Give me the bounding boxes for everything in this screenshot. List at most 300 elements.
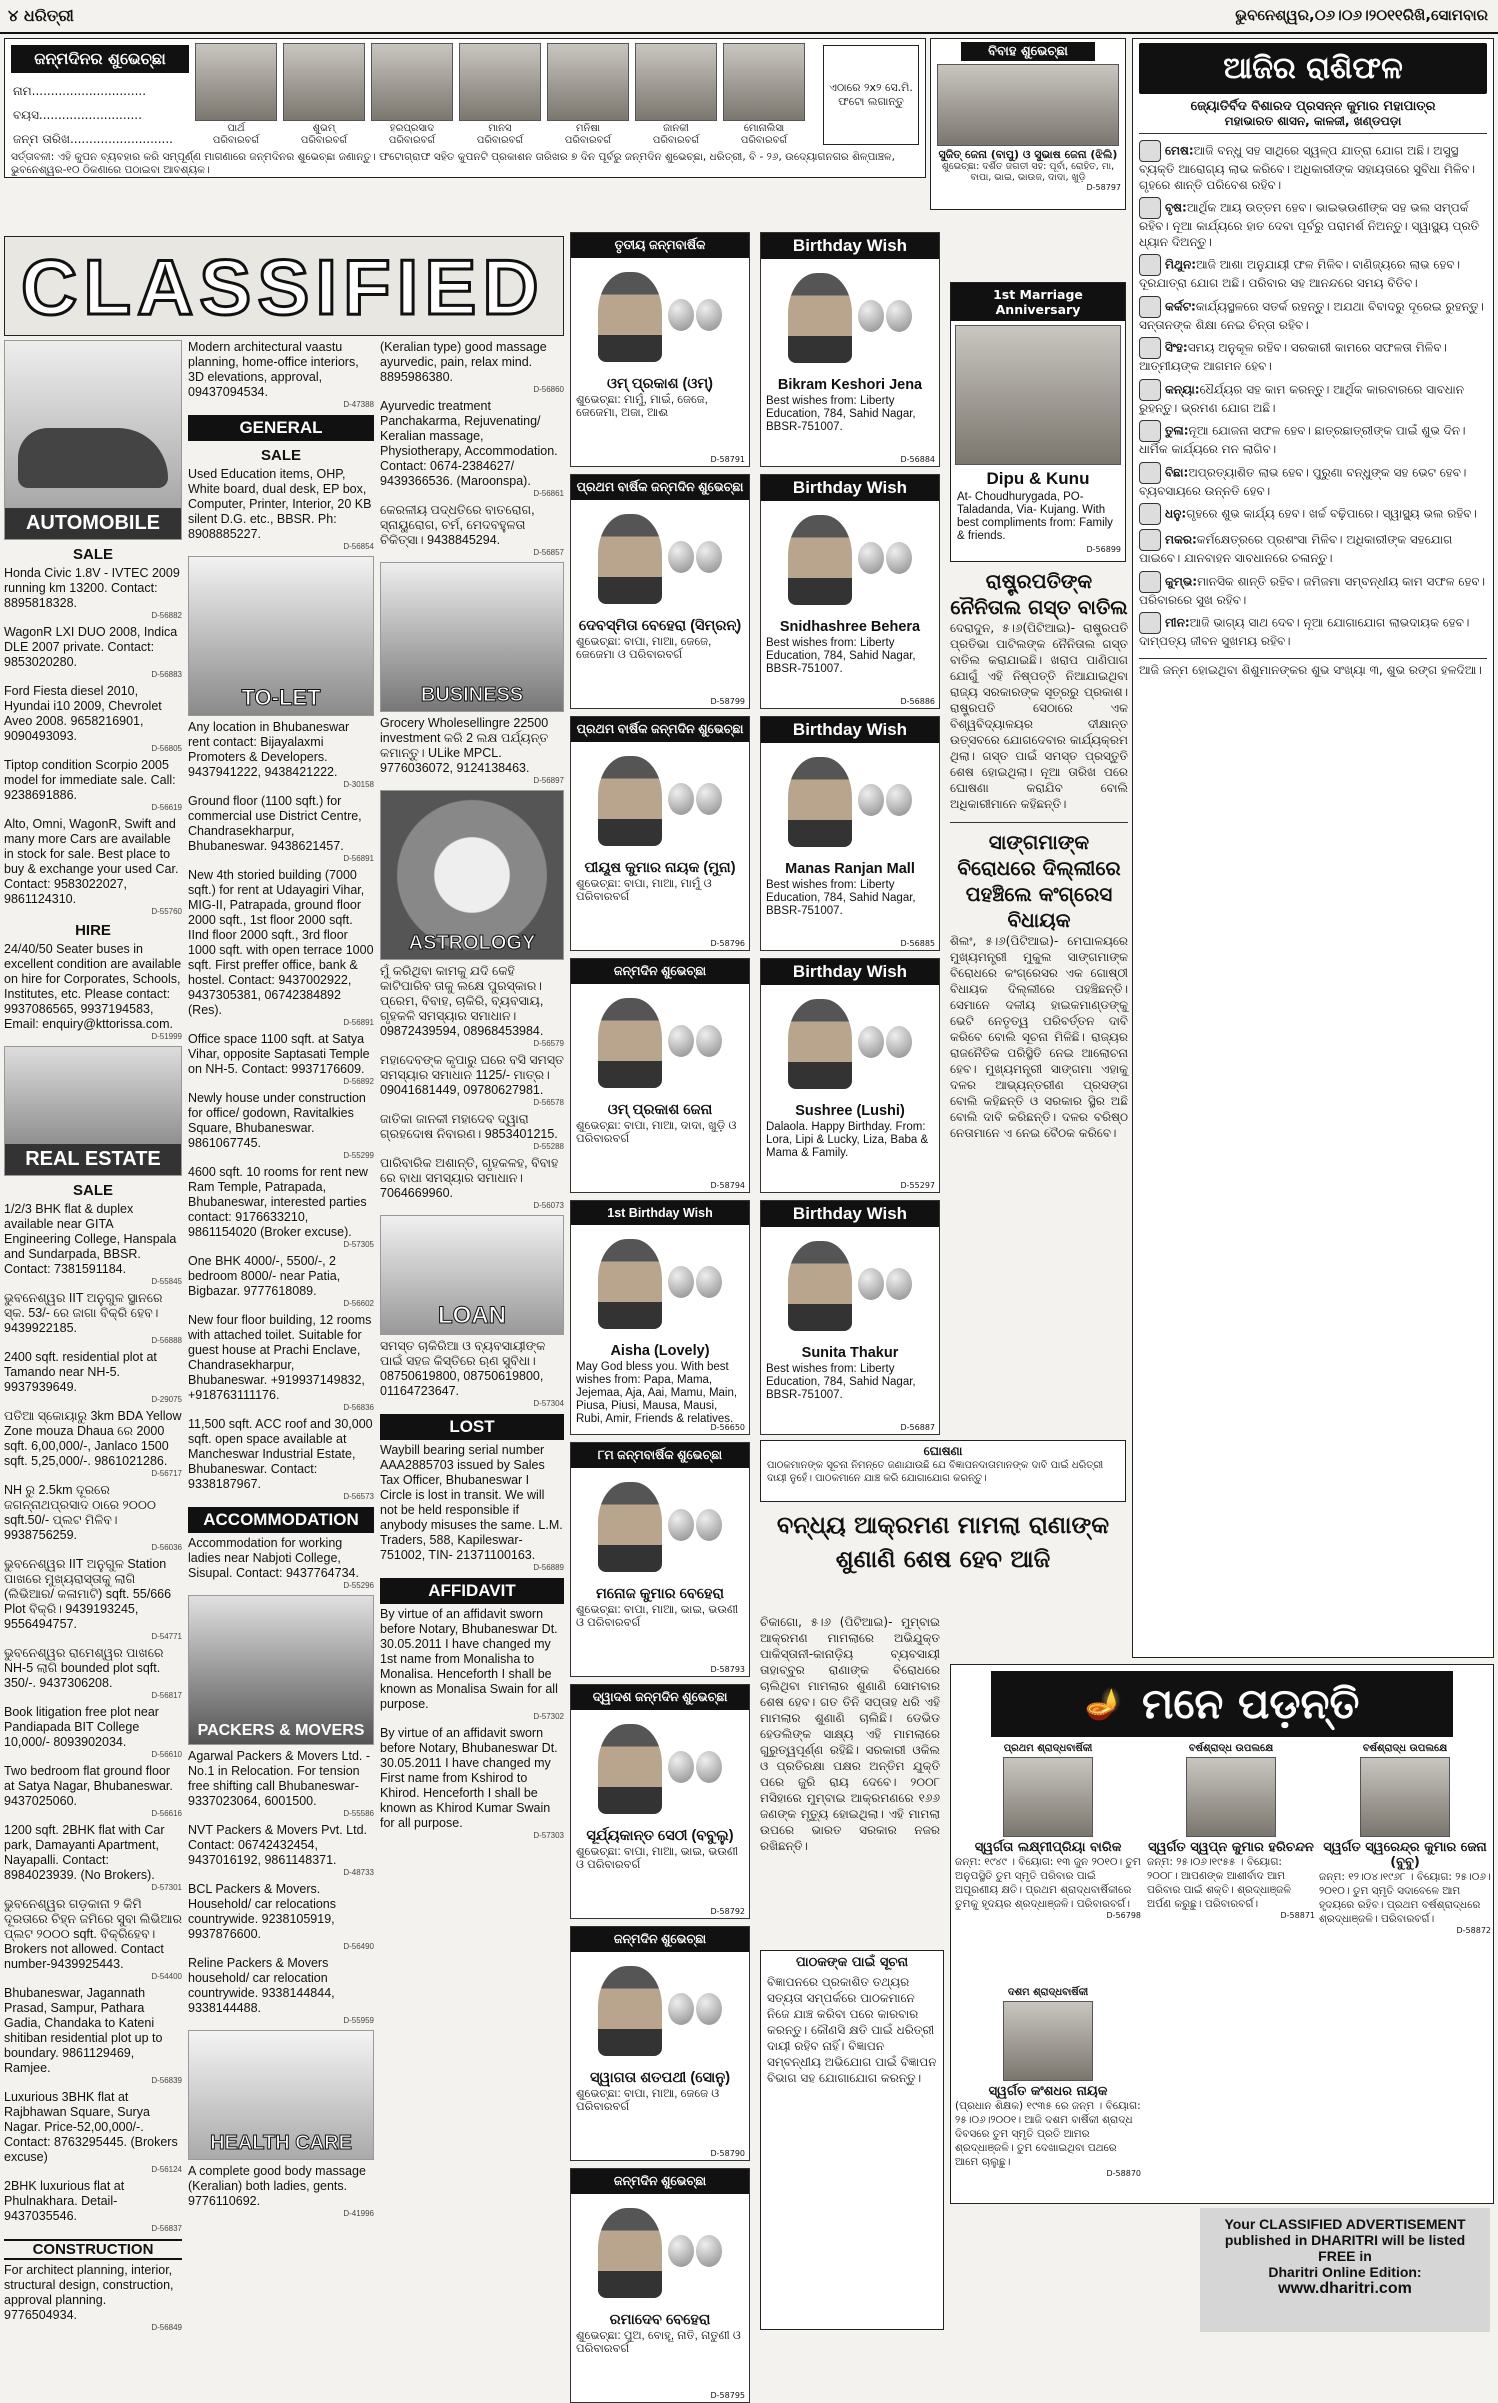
wish-photo — [788, 1241, 852, 1331]
balloon-icon — [696, 299, 722, 331]
ad-code: D-56717 — [151, 1469, 182, 1478]
ad-code: D-55299 — [343, 1151, 374, 1160]
reader-notice-title: ପାଠକଙ୍କ ପାଇଁ ସୂଚନା — [795, 1955, 909, 1970]
notice-text: ପାଠକମାନଙ୍କ ସୂଚନା ନିମନ୍ତେ ଜଣାଯାଉଛି ଯେ ବିଜ୍ଞାପନଦାତାମାନଙ୍କ ଦାବି ପାଇଁ ଧରିତ୍ରୀ ଦାୟୀ ନୁହେଁ। ପାଠକମାନେ ଯାଞ୍ଚ କରି ଯୋଗାଯୋଗ କରନ୍ତୁ। — [767, 1460, 1104, 1484]
classified-ad — [188, 868, 374, 1027]
automobile-ads — [4, 566, 182, 916]
horoscope-sign-name: ବୃଷ: — [1165, 200, 1187, 215]
balloons-icon — [858, 1268, 912, 1304]
obituary-name: ସ୍ୱର୍ଗତ କଂଶଧର ନାୟକ — [988, 2084, 1108, 2099]
wish-title: Birthday Wish — [761, 717, 939, 743]
classified-ad — [380, 1112, 564, 1151]
real-estate-banner — [4, 1046, 182, 1176]
ad-code: D-56854 — [343, 542, 374, 551]
obituary-label: ବର୍ଷଶ୍ରାଦ୍ଧ ଉପଲକ୍ଷେ — [1362, 1743, 1448, 1754]
balloon-icon — [668, 541, 694, 573]
balloon-icon — [696, 1993, 722, 2025]
wish-code: D-58795 — [710, 2391, 745, 2400]
coupon-person-name: ଶୁଭମ୍ — [312, 123, 336, 134]
balloon-icon — [858, 1026, 884, 1058]
balloon-icon — [668, 783, 694, 815]
wish-code: D-58794 — [710, 1181, 745, 1190]
coupon-age-field[interactable]: ବୟସ........................... — [13, 108, 142, 122]
real-estate-ads — [4, 1202, 182, 2233]
classified-column-3 — [380, 340, 564, 2335]
classified-ad — [4, 1823, 182, 1892]
balloon-icon — [886, 542, 912, 574]
balloons-icon — [668, 2235, 722, 2271]
coupon-person — [459, 43, 541, 151]
zodiac-icon — [1139, 140, 1161, 162]
classified-title: CLASSIFIED — [21, 243, 545, 331]
general-ads — [188, 467, 374, 551]
ad-text: 2400 sqft. residential plot at Tamando near NH-5. 9937939649. — [4, 1350, 157, 1394]
wish-name: Bikram Keshori Jena — [777, 377, 923, 393]
wish-photo — [788, 515, 852, 605]
classified-ad — [4, 1986, 182, 2085]
wish-message: ଶୁଭେଚ୍ଛା: ପୁଅ, ବୋହୂ, ନାତି, ନାତୁଣୀ ଓ ପରିବାରବର୍ଗ — [576, 2330, 741, 2355]
ad-text: (Keralian type) good massage ayurvedic, pain, relax mind. 8895986380. — [380, 340, 547, 384]
ad-code: D-56849 — [151, 2323, 182, 2332]
ad-code: D-56490 — [343, 1942, 374, 1951]
wish-code: D-56885 — [900, 939, 935, 948]
balloon-icon — [696, 1025, 722, 1057]
horoscope-sign-text: କାର୍ଯ୍ୟସ୍ଥଳରେ ସତର୍କ ରହନ୍ତୁ। ଅଯଥା ବିବାଦରୁ ଦୂରେଇ ରୁହନ୍ତୁ। ସନ୍ତାନଙ୍କ ଶିକ୍ଷା ନେଇ ଚିନ୍ତା ରହିବ। — [1139, 299, 1484, 332]
coupon-person — [195, 43, 277, 151]
classified-ad — [188, 1417, 374, 1501]
horoscope-sign-name: ମେଷ: — [1165, 143, 1194, 158]
balloons-icon — [668, 1509, 722, 1545]
zodiac-icon — [1139, 529, 1161, 551]
wedding-photo — [937, 64, 1119, 146]
ad-text: Reline Packers & Movers household/ car relocation countrywide. 9338144844, 9338144488. — [188, 1956, 335, 2015]
wish-name: ସ୍ୱାଗତା ଶତପଥୀ (ସୋନୁ) — [589, 2070, 731, 2086]
obituary-code: D-58872 — [1456, 1926, 1491, 1935]
ad-text: 4600 sqft. 10 rooms for rent new Ram Temple, Patrapada, Bhubaneswar, interested parties contact: 9176633210, 9861154020 (Broker excuse). — [188, 1165, 368, 1239]
classified-ad — [4, 817, 182, 916]
news-body-2: ଶିଲଂ, ୫।୬(ପିଟିଆଇ)- ମେଘାଳୟରେ ମୁଖ୍ୟମନ୍ତ୍ରୀ ମୁକୁଲ ସାଙ୍ଗମାଙ୍କ ବିରୋଧରେ କଂଗ୍ରେସର ଏକ ଗୋଷ୍ଠୀ ବିଧାୟକ ଦିଲ୍ଲୀରେ ପହଞ୍ଚିଛନ୍ତି। ସେମାନେ ଦଳୀୟ ହାଇକମାଣ୍ଡଙ୍କୁ ଭେଟି ନେତୃତ୍ୱ ପରିବର୍ତ୍ତନ ଦାବି କରିବେ ବୋଲି ସୂଚନା ମିଳିଛି। ରାଜ୍ୟର ରାଜନୈତିକ ପରିସ୍ଥିତି ନେଇ ଆଲୋଚନା ହେବ। ମୁଖ୍ୟମନ୍ତ୍ରୀ ସାଙ୍ଗମା ଏହାକୁ ଦଳର ଆଭ୍ୟନ୍ତରୀଣ ପ୍ରସଙ୍ଗ ବୋଲି କହିଛନ୍ତି ଓ ସରକାର ସ୍ଥିର ଅଛି ବୋଲି ଦାବି କରିଛନ୍ତି। ଦଳର ବରିଷ୍ଠ ନେତାମାନେ ଏ ନେଇ ବୈଠକ କରିବେ। — [950, 934, 1128, 1140]
wish-card — [570, 1926, 750, 2161]
page-number: ୪ ଧରିତ୍ରୀ — [8, 6, 74, 25]
horoscope-sign-name: ତୁଳା: — [1165, 423, 1189, 438]
packers-banner — [188, 1595, 374, 1745]
ad-code: D-55288 — [533, 1142, 564, 1151]
wish-message: ଶୁଭେଚ୍ଛା: ବାପା, ମାଆ, ଭାଇ, ଭଉଣୀ ଓ ପରିବାରବର୍ଗ — [576, 1604, 739, 1629]
horoscope-sign-text: ଆର୍ଥିକ ଆୟ ଉତ୍ତମ ହେବ। ଭାଇଭଉଣୀଙ୍କ ସହ ଭଲ ସମ୍ପର୍କ ରହିବ। ନୂଆ କାର୍ଯ୍ୟରେ ହାତ ଦେବା ପୂର୍ବରୁ ପରାମର୍ଶ ନିଅନ୍ତୁ। ସ୍ୱାସ୍ଥ୍ୟ ପ୍ରତି ଧ୍ୟାନ ଦିଅନ୍ତୁ। — [1139, 200, 1480, 249]
horoscope-sign-text: ଧୈର୍ଯ୍ୟର ସହ କାମ କରନ୍ତୁ। ଆର୍ଥିକ କାରବାରରେ ସାବଧାନ ରୁହନ୍ତୁ। ଭ୍ରମଣ ଯୋଗ ଅଛି। — [1139, 382, 1465, 415]
wish-photo-area — [761, 259, 939, 377]
news-headline-2: ସାଙ୍ଗମାଙ୍କ ବିରୋଧରେ ଦିଲ୍ଲୀରେ ପହଞ୍ଚିଲେ କଂଗ୍ରେସ ବିଧାୟକ — [957, 830, 1121, 932]
wish-code: D-58793 — [710, 1665, 745, 1674]
notice-title: ଘୋଷଣା — [923, 1444, 963, 1458]
balloon-icon — [696, 1509, 722, 1541]
coupon-person-photo — [635, 43, 717, 121]
coupon-person-sub: ପରିବାରବର୍ଗ — [564, 135, 612, 146]
ad-text: One BHK 4000/-, 5500/-, 2 bedroom 8000/- near Patia, Bigbazar. 9777618089. — [188, 1254, 341, 1298]
business-ads — [380, 716, 564, 785]
wish-name: Snidhashree Behera — [779, 619, 921, 635]
lost-heading: LOST — [380, 1414, 564, 1440]
zodiac-icon — [1139, 379, 1161, 401]
to-let-label: TO-LET — [241, 685, 321, 710]
obituary-code: D-58871 — [1280, 1911, 1315, 1920]
wish-card — [760, 474, 940, 709]
horoscope-sign — [1139, 140, 1487, 193]
ad-code: D-54400 — [151, 1972, 182, 1981]
dateline: ଭୁବନେଶ୍ୱର,୦୬।୦୬।୨୦୧୧ରିଖି,ସୋମବାର — [1235, 6, 1488, 24]
wish-name: ରମାଦେବ ବେହେରା — [609, 2312, 711, 2328]
ad-text: BCL Packers & Movers. Household/ car relocations countrywide. 9238105919, 9937876600. — [188, 1882, 336, 1941]
horoscope-sign — [1139, 462, 1487, 500]
ad-text: Two bedroom flat ground floor at Satya Nagar, Bhubaneswar. 9437025060. — [4, 1764, 173, 1808]
business-banner — [380, 562, 564, 712]
ad-text: Any location in Bhubaneswar rent contact: Bijayalaxmi Promoters & Developers. 9437941222, 9438421222. — [188, 720, 350, 779]
ad-text: By virtue of an affidavit sworn before Notary, Bhubaneswar Dt. 30.05.2011 I have changed my First name from Kshirod to Khirod. Henceforth I shall be known as Khirod Kumar Swain for all purpose. — [380, 1726, 558, 1830]
balloon-icon — [886, 784, 912, 816]
obituary-label: ପ୍ରଥମ ଶ୍ରାଦ୍ଧବାର୍ଷିକୀ — [1003, 1743, 1093, 1754]
health-care-banner — [188, 2030, 374, 2160]
ad-code: D-56897 — [533, 776, 564, 785]
obituary-photo — [1186, 1757, 1276, 1837]
ad-code: D-55959 — [343, 2016, 374, 2025]
wedding-title: ବିବାହ ଶୁଭେଚ୍ଛା — [961, 42, 1095, 61]
horoscope-sign-name: ମିଥୁନ: — [1165, 257, 1197, 272]
balloon-icon — [696, 1751, 722, 1783]
wish-title: ତୃତୀୟ ଜନ୍ମବାର୍ଷିକ — [571, 233, 749, 258]
classified-ad — [4, 758, 182, 812]
obituary-name: ସ୍ୱର୍ଗତ ସ୍ୱରେନ୍ଦ୍ର କୁମାର ଜେନା (ବୁବୁ) — [1323, 1840, 1487, 1870]
wish-photo-area — [571, 742, 749, 860]
notice-box — [760, 1440, 1126, 1502]
page-header — [0, 0, 1498, 34]
wish-code: D-56886 — [900, 697, 935, 706]
ad-code: D-55760 — [151, 907, 182, 916]
news-body-1: ଦେରାଦୁନ, ୫।୬(ପିଟିଆଇ)- ରାଷ୍ଟ୍ରପତି ପ୍ରତିଭା ପାଟିଲଙ୍କ ନୈନିତାଲ ଗସ୍ତ ବାତିଲ କରାଯାଇଛି। ଖରାପ ପାଣିପାଗ ଯୋଗୁଁ ଏହି ନିଷ୍ପତ୍ତି ନିଆଯାଇଥିବା ରାଜ୍ୟ ସରକାରଙ୍କ ସୂତ୍ରରୁ ପ୍ରକାଶ। ରାଷ୍ଟ୍ରପତି ସେଠାରେ ଏକ ବିଶ୍ୱବିଦ୍ୟାଳୟର ଦୀକ୍ଷାନ୍ତ ଉତ୍ସବରେ ଯୋଗଦେବାର କାର୍ଯ୍ୟକ୍ରମ ଥିଲା। ଗସ୍ତ ପାଇଁ ସମସ୍ତ ପ୍ରସ୍ତୁତି ଶେଷ ହୋଇଥିଲା। ନୂଆ ତାରିଖ ପରେ ଘୋଷଣା କରାଯିବ ବୋଲି ଅଧିକାରୀମାନେ କହିଛନ୍ତି। — [950, 621, 1128, 811]
classified-ad — [4, 1483, 182, 1552]
wish-photo-area — [761, 501, 939, 619]
affidavit-heading: AFFIDAVIT — [380, 1578, 564, 1604]
wish-name: Aisha (Lovely) — [610, 1343, 710, 1359]
wish-message: Best wishes from: Liberty Education, 784, Sahid Nagar, BBSR-751007. — [766, 1363, 916, 1401]
wish-message: ଶୁଭେଚ୍ଛା: ବାପା, ମାଆ, ଭାଇ, ଭଉଣୀ ଓ ପରିବାରବର୍ଗ — [576, 1846, 739, 1871]
horoscope-sign — [1139, 296, 1487, 334]
balloons-icon — [668, 1993, 722, 2029]
ad-code: D-51999 — [151, 1032, 182, 1041]
wish-card — [570, 1442, 750, 1677]
horoscope-section — [1132, 38, 1494, 1658]
wish-card — [570, 1200, 750, 1435]
accommodation-ads — [188, 1536, 374, 1590]
wish-name: ଓମ୍ ପ୍ରକାଶ (ଓମ୍) — [606, 376, 714, 392]
wish-name: ଓମ୍ ପ୍ରକାଶ ଜେନା — [607, 1102, 713, 1118]
ad-text: 1/2/3 BHK flat & duplex available near GITA Engineering College, Hanspala and Sundarpada, BBSR. Contact: 7381591184. — [4, 1202, 177, 1276]
wish-message: Best wishes from: Liberty Education, 784, Sahid Nagar, BBSR-751007. — [766, 879, 916, 917]
business-label: BUSINESS — [420, 684, 524, 706]
ad-code: D-57301 — [151, 1883, 182, 1892]
horoscope-sign-text: ନୂଆ ଯୋଜନା ସଫଳ ହେବ। ଛାତ୍ରଛାତ୍ରୀଙ୍କ ପାଇଁ ଶୁଭ ଦିନ। ଧାର୍ମିକ କାର୍ଯ୍ୟରେ ମନ ଲାଗିବ। — [1139, 423, 1466, 456]
obituary-code: D-56798 — [1106, 1911, 1141, 1920]
wish-name: ସୂର୍ଯ୍ୟକାନ୍ତ ସେଠୀ (ବବୁଲୁ) — [586, 1828, 734, 1844]
wish-title: ୮ମ ଜନ୍ମବାର୍ଷିକ ଶୁଭେଚ୍ଛା — [571, 1443, 749, 1468]
classified-masthead — [4, 236, 564, 336]
classified-ad — [188, 1165, 374, 1249]
balloon-icon — [668, 2235, 694, 2267]
automobile-label: AUTOMOBILE — [5, 508, 181, 539]
wish-photo — [598, 756, 662, 846]
promo-url[interactable]: www.dharitri.com — [1278, 2280, 1412, 2297]
horoscope-place: ମହାଭାରତ ଶାସନ, କାଳଜୀ, ଖଣ୍ଡପଡ଼ା — [1139, 114, 1487, 134]
coupon-person-photo — [459, 43, 541, 121]
ad-code: D-30158 — [343, 780, 374, 789]
health-care-ads — [188, 2164, 374, 2218]
balloon-icon — [858, 784, 884, 816]
classified-ad — [4, 1764, 182, 1818]
wish-code: D-56884 — [900, 455, 935, 464]
ad-code: D-56837 — [151, 2224, 182, 2233]
wish-photo-area — [571, 1952, 749, 2070]
wish-name: ପୀୟୂଷ କୁମାର ନାୟକ (ମୁନା) — [584, 860, 736, 876]
hire-ads — [4, 942, 182, 1041]
balloon-icon — [668, 1993, 694, 2025]
massage-ads — [380, 340, 564, 557]
ad-text: Modern architectural vaastu planning, home-office interiors, 3D elevations, approval, 09437094534. — [188, 340, 359, 399]
classified-column-1 — [4, 340, 182, 2335]
classified-ad — [4, 2179, 182, 2233]
ad-code: D-56602 — [343, 1299, 374, 1308]
wish-card — [570, 232, 750, 467]
horoscope-sign — [1139, 254, 1487, 292]
zodiac-icon — [1139, 254, 1161, 276]
ad-text: ଭୁବନେଶ୍ୱର IIT ଅନୁଗୁଳ ସ୍ଥାନରେ ସ୍କ. 53/- ରେ ଜାଗା ବିକ୍ରି ହେବ। 9439922185. — [4, 1291, 163, 1335]
ad-text: ଭୁବନେଶ୍ୱର IIT ଅନୁଗୁଳ Station ପାଖରେ ମୁଖ୍ୟରାସ୍ତାକୁ ଲାଗି (ଲିଭିଆର/ କଳାମାଟି) sqft. 55/666 Plot ବିକ୍ରି। 9439193245, 9556494757. — [4, 1557, 172, 1631]
wish-message: ଶୁଭେଚ୍ଛା: ବାପା, ମାଆ, ଜେଜେ ଓ ପରିବାରବର୍ଗ — [576, 2088, 720, 2113]
classified-ad — [380, 1053, 564, 1107]
classified-ad — [188, 1313, 374, 1412]
ad-code: D-56817 — [151, 1691, 182, 1700]
wish-card — [570, 1684, 750, 1919]
horoscope-sign — [1139, 529, 1487, 567]
balloons-icon — [858, 300, 912, 336]
ad-text: New four floor building, 12 rooms with attached toilet. Suitable for guest house at Prachi Enclave, Chandrasekharpur, Bhubaneswar. +919937149832, +918763111176. — [188, 1313, 372, 1402]
obituary-card — [955, 1987, 1141, 2227]
horoscope-sign — [1139, 197, 1487, 250]
classified-ad — [188, 1882, 374, 1951]
ad-code: D-56579 — [533, 1039, 564, 1048]
coupon-person — [723, 43, 805, 151]
reader-notice — [760, 1950, 944, 2330]
horoscope-sign-name: କୁମ୍ଭ: — [1165, 574, 1198, 588]
affidavit-ads — [380, 1607, 564, 1840]
wish-photo — [598, 998, 662, 1088]
ad-text: ଭୁବନେଶ୍ୱର ରାମେଶ୍ୱର ପାଖରେ NH-5 ଲାଗି bounded plot sqft. 350/-. 9437306208. — [4, 1646, 164, 1690]
coupon-person — [635, 43, 717, 151]
construction-heading: CONSTRUCTION — [4, 2239, 182, 2260]
promo-line-3: FREE in — [1318, 2248, 1372, 2264]
horoscope-sign — [1139, 571, 1487, 609]
ad-text: ସମସ୍ତ ଚାକିରିଆ ଓ ବ୍ୟବସାୟୀଙ୍କ ପାଇଁ ସହଜ କିସ୍ତିରେ ଋଣ ସୁବିଧା। 08750619800, 08750619800, 01164723647. — [380, 1339, 546, 1398]
wish-name: Manas Ranjan Mall — [785, 861, 915, 877]
loan-label: LOAN — [438, 1302, 506, 1329]
balloon-icon — [668, 1751, 694, 1783]
ad-code: D-57303 — [533, 1831, 564, 1840]
anniversary-photo — [955, 325, 1121, 465]
loan-banner — [380, 1215, 564, 1335]
ad-code: D-56619 — [151, 803, 182, 812]
ad-code: D-56036 — [151, 1543, 182, 1552]
ad-code: D-55296 — [343, 1581, 374, 1590]
classified-column-2 — [188, 340, 374, 2335]
wish-message: ଶୁଭେଚ୍ଛା: ବାପା, ମାଆ, ଦାଦା, ଖୁଡ଼ି ଓ ପରିବାରବର୍ଗ — [576, 1120, 737, 1145]
wish-photo-area — [761, 985, 939, 1103]
wish-photo-area — [571, 500, 749, 618]
obituary-photo — [1360, 1757, 1450, 1837]
real-estate-label: REAL ESTATE — [5, 1144, 181, 1175]
classified-ad — [188, 794, 374, 863]
ad-text: Accommodation for working ladies near Nabjoti College, Sisupal. Contact: 9437764734. — [188, 1536, 359, 1580]
coupon-dob-field[interactable]: ଜନ୍ମ ତାରିଖ........................... — [13, 132, 173, 146]
coupon-name-field[interactable]: ନାମ.............................. — [13, 84, 147, 98]
wish-name: ଦେବସ୍ମିତା ବେହେରା (ସିମ୍ରନ୍) — [578, 618, 742, 634]
car-icon — [18, 428, 168, 488]
obituary-title-text: ମନେ ପଡ଼ନ୍ତି — [1141, 1679, 1360, 1728]
ad-code: D-56861 — [533, 489, 564, 498]
horoscope-author: ଜ୍ୟୋତିର୍ବିଦ ବିଶାରଦ ପ୍ରସନ୍ନ କୁମାର ମହାପାତ୍ର — [1190, 99, 1436, 114]
wish-title: ଦ୍ୱାଦଶ ଜନ୍ମଦିନ ଶୁଭେଚ୍ଛା — [571, 1685, 749, 1710]
architect-ads — [188, 340, 374, 409]
wish-title: ଜନ୍ମଦିନ ଶୁଭେଚ୍ଛା — [571, 1927, 749, 1952]
photo-placeholder-text: ଏଠାରେ ୨x୨ ସେ.ମି. ଫଟୋ ଲଗାନ୍ତୁ — [829, 81, 913, 108]
general-heading: GENERAL — [188, 415, 374, 441]
horoscope-sign-text: ମାନସିକ ଶାନ୍ତି ରହିବ। ଜମିଜମା ସମ୍ବନ୍ଧୀୟ କାମ ସଫଳ ହେବ। ପରିବାରରେ ସୁଖ ରହିବ। — [1139, 574, 1485, 607]
zodiac-icon — [1139, 197, 1161, 219]
coupon-title: ଜନ୍ମଦିନର ଶୁଭେଚ୍ଛା — [11, 45, 189, 73]
wish-name: Sunita Thakur — [801, 1345, 899, 1361]
ad-text: 1200 sqft. 2BHK flat with Car park, Damayanti Apartment, Nayapalli. Contact: 8984023939. (No Brokers). — [4, 1823, 165, 1882]
balloons-icon — [668, 299, 722, 335]
accommodation-heading: ACCOMMODATION — [188, 1507, 374, 1533]
classified-ad — [4, 1350, 182, 1404]
obituary-name: ସ୍ୱର୍ଗତା ଲକ୍ଷ୍ମୀପ୍ରିୟା ବାରିକ — [974, 1840, 1122, 1855]
classified-ad — [380, 503, 564, 557]
obituary-card — [1319, 1743, 1491, 1983]
classified-ad — [188, 1956, 374, 2025]
ad-code: D-56073 — [533, 1201, 564, 1210]
wish-title: Birthday Wish — [761, 233, 939, 259]
wish-card — [760, 958, 940, 1193]
zodiac-icon — [1139, 612, 1161, 634]
balloon-icon — [668, 1509, 694, 1541]
classified-ad — [4, 1557, 182, 1641]
wish-title: ଜନ୍ମଦିନ ଶୁଭେଚ୍ଛା — [571, 959, 749, 984]
wish-photo-area — [571, 1225, 749, 1343]
classified-ad — [4, 1897, 182, 1981]
wish-photo-area — [571, 258, 749, 376]
ad-text: 11,500 sqft. ACC roof and 30,000 sqft. open space available at Mancheswar Industrial Estate, Bhubaneswar. Contact: 9338187967. — [188, 1417, 373, 1491]
wish-message: ଶୁଭେଚ୍ଛା: ବାପା, ମାଆ, ମାମୁଁ ଓ ପରିବାରବର୍ଗ — [576, 878, 712, 903]
classified-ad — [4, 1291, 182, 1345]
anniversary-name: Dipu & Kunu — [986, 469, 1090, 488]
balloons-icon — [858, 542, 912, 578]
anniversary-code: D-56899 — [1086, 545, 1121, 554]
obituary-list — [951, 1737, 1493, 2197]
ad-code: D-29075 — [151, 1395, 182, 1404]
lost-ads — [380, 1443, 564, 1572]
ad-code: D-56573 — [343, 1492, 374, 1501]
ad-code: D-56836 — [343, 1403, 374, 1412]
packers-ads — [188, 1749, 374, 2025]
wish-code: D-55297 — [900, 1181, 935, 1190]
classified-ad — [4, 2263, 182, 2332]
news-item-1 — [950, 568, 1128, 812]
ad-text: Newly house under construction for office/ godown, Ravitalkies Square, Bhubaneswar. 9861067745. — [188, 1091, 366, 1150]
hire-heading: HIRE — [75, 922, 111, 939]
wish-title: ପ୍ରଥମ ବାର୍ଷିକ ଜନ୍ମଦିନ ଶୁଭେଚ୍ଛା — [571, 717, 749, 742]
ad-text: Bhubaneswar, Jagannath Prasad, Sampur, Pathara Gadia, Chandaka to Kateni shitiban residential plot up to boundary. 9861129469, Ramjee. — [4, 1986, 163, 2075]
zodiac-icon — [1139, 296, 1161, 318]
wish-code: D-56650 — [710, 1423, 745, 1432]
to-let-banner — [188, 556, 374, 716]
ad-code: D-56616 — [151, 1809, 182, 1818]
classified-ad — [380, 399, 564, 498]
wish-photo — [598, 1482, 662, 1572]
obituary-text: ଜନ୍ମ: ୧୯୪୯ । ବିୟୋଗ: ୧୩ ଜୁନ ୨୦୧୦। ତୁମ ଅନୁପସ୍ଥିତି ତୁମ ସ୍ମୃତି ପରିବାର ପାଇଁ ଅପୂରଣୀୟ କ୍ଷତି। ପ୍ରଥମ ଶ୍ରାଦ୍ଧବାର୍ଷିକୀରେ ତୁମକୁ ହୃଦୟର ଶ୍ରଦ୍ଧାଞ୍ଜଳି। ପରିବାରବର୍ଗ। — [955, 1856, 1141, 1910]
balloon-icon — [858, 1268, 884, 1300]
promo-line-4: Dharitri Online Edition: — [1268, 2264, 1422, 2280]
coupon-person-name: ମାନସ — [488, 123, 512, 134]
coupon-person-photo — [283, 43, 365, 121]
ad-code: D-56888 — [151, 1336, 182, 1345]
coupon-person-photo — [195, 43, 277, 121]
horoscope-sign-name: ମୀନ: — [1165, 615, 1190, 630]
ad-code: D-56805 — [151, 744, 182, 753]
horoscope-sign — [1139, 337, 1487, 375]
ad-text: Ford Fiesta diesel 2010, Hyundai i10 2009, Chevrolet Aveo 2008. 9658216901, 9090493093. — [4, 684, 162, 743]
balloon-icon — [668, 1025, 694, 1057]
coupon-person-sub: ପରିବାରବର୍ଗ — [388, 135, 436, 146]
coupon-person-photo — [723, 43, 805, 121]
balloon-icon — [696, 2235, 722, 2267]
general-sub-heading: SALE — [260, 447, 301, 464]
balloons-icon — [668, 541, 722, 577]
obituary-photo — [1003, 1757, 1093, 1837]
horoscope-sign — [1139, 503, 1487, 525]
obituary-text: ଜନ୍ମ: ୧୨।୦୪।୧୯୬୮ । ବିୟୋଗ: ୨୫।୦୬।୨୦୧୦। ତୁମ ସ୍ମୃତି ସଦାବେଳେ ଆମ ହୃଦୟରେ ରହିବ। ପ୍ରଥମ ବର୍ଷଶ୍ରାଦ୍ଧରେ ଶ୍ରଦ୍ଧାଞ୍ଜଳି। ପରିବାରବର୍ଗ। — [1319, 1871, 1491, 1925]
ad-text: Waybill bearing serial number AAA2885703 issued by Sales Tax Officer, Bhubaneswar I Circle is lost in transit. We will not be held responsible if anybody misuses the same. L.M. Traders, 588, Kapileswar-751002, TIN- 21371100163. — [380, 1443, 563, 1562]
classified-ad — [188, 1823, 374, 1877]
ad-text: Grocery Wholesellingre 22500 investment କରି 2 ଲକ୍ଷ ପର୍ଯ୍ୟନ୍ତ କମାନ୍ତୁ। ULike MPCL. 9776036072, 9124138463. — [380, 716, 549, 775]
wish-message: Best wishes from: Liberty Education, 784, Sahid Nagar, BBSR-751007. — [766, 637, 916, 675]
coupon-terms: ସର୍ତ୍ତାବଳୀ: ଏହି କୁପନ ବ୍ୟବହାର କରି ସମ୍ପୂର୍ଣ୍ଣ ମାଗଣାରେ ଜନ୍ମଦିନର ଶୁଭେଚ୍ଛା ଜଣାନ୍ତୁ। ଫଟୋଗ୍ରାଫ ସହିତ କୁପନଟି ପ୍ରକାଶନ ତାରିଖର ୭ ଦିନ ପୂର୍ବରୁ ଜନ୍ମଦିନ ଶୁଭେଚ୍ଛା, ଧରିତ୍ରୀ, ବି - ୨୬, ଉଦ୍ୟୋଗନଗର ଶିଳ୍ପାଞ୍ଚଳ, ଭୁବନେଶ୍ୱର-୧୦ ଠିକଣାରେ ପଠାଇବା ଆବଶ୍ୟକ। — [11, 151, 895, 176]
horoscope-sign-text: ଆଜି ବନ୍ଧୁ ସହ ସାଥିରେ ସ୍ୱଳ୍ପ ଯାତ୍ରା ଯୋଗ ଅଛି। ଅସୁସ୍ଥ ବ୍ୟକ୍ତି ଆରୋଗ୍ୟ ଲାଭ କରିବେ। ଅଧିକାରୀଙ୍କ ସହାୟତାରେ ସୁବିଧା ମିଳିବ। ଗୃହରେ ଶାନ୍ତି ପରିବେଶ ରହିବ। — [1139, 143, 1476, 192]
wish-photo-area — [571, 1710, 749, 1828]
classified-ad — [188, 340, 374, 409]
classified-ad — [4, 566, 182, 620]
wish-photo-area — [571, 2194, 749, 2312]
health-care-label: HEALTH CARE — [210, 2132, 352, 2154]
zodiac-icon — [1139, 420, 1161, 442]
horoscope-footer: ଆଜି ଜନ୍ମ ହୋଇଥିବା ଶିଶୁମାନଙ୍କର ଶୁଭ ସଂଖ୍ୟା ୩, ଶୁଭ ରଙ୍ଗ ହଳଦିଆ। — [1139, 658, 1487, 678]
ad-text: Office space 1100 sqft. at Satya Vihar, opposite Saptasati Temple on NH-5. Contact: 9937176609. — [188, 1032, 370, 1076]
ad-code: D-56882 — [151, 611, 182, 620]
classified-ad — [188, 1254, 374, 1308]
balloon-icon — [696, 783, 722, 815]
coupon-person — [547, 43, 629, 151]
ad-code: D-56891 — [343, 1018, 374, 1027]
lamp-icon: 🪔 — [1084, 1686, 1122, 1722]
balloon-icon — [886, 1026, 912, 1058]
automobile-heading: SALE — [72, 546, 113, 563]
classified-ad — [380, 1726, 564, 1840]
